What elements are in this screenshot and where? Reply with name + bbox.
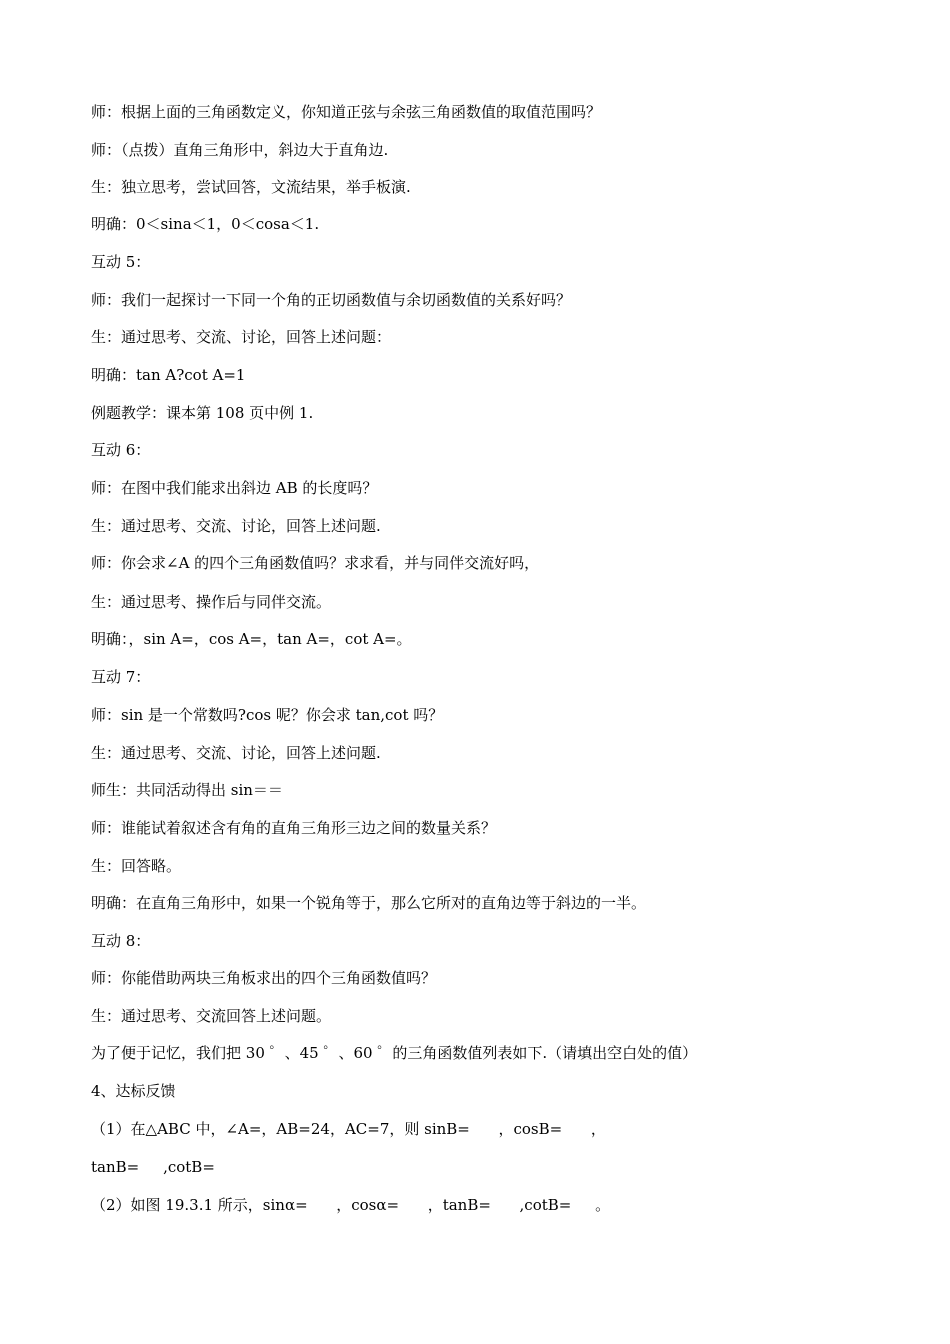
section-heading: 互动 6： <box>91 441 151 459</box>
text-line: 师：在图中我们能求出斜边 AB 的长度吗？ <box>91 479 378 497</box>
text-line: 师：我们一起探讨一下同一个角的正切函数值与余切函数值的关系好吗？ <box>91 291 572 309</box>
text-line: 师生：共同活动得出 sin＝＝ <box>91 781 283 799</box>
text-line: 为了便于记忆，我们把 30 ゜、45 ゜、60 ゜的三角函数值列表如下.（请填出空白处的值） <box>91 1044 698 1062</box>
exercise-line: （2）如图 19.3.1 所示，sinα= ，cosα= ，tanB= ,cotB= 。 <box>91 1196 611 1214</box>
exercise-line: （1）在△ABC 中，∠A=，AB=24，AC=7，则 sinB= ，cosB= ， <box>91 1120 606 1138</box>
section-heading: 互动 7： <box>91 668 151 686</box>
text-line: 明确：在直角三角形中，如果一个锐角等于，那么它所对的直角边等于斜边的一半。 <box>91 894 647 912</box>
text-line: 例题教学：课本第 108 页中例 1. <box>91 404 314 422</box>
section-heading: 互动 8： <box>91 932 151 950</box>
text-line: 生：回答略。 <box>91 857 182 875</box>
text-line: 生：通过思考、交流、讨论，回答上述问题. <box>91 517 381 535</box>
text-line: 师：（点拨）直角三角形中，斜边大于直角边. <box>91 141 389 159</box>
text-line: 明确：，sin A=，cos A=，tan A=，cot A=。 <box>91 630 412 648</box>
section-heading: 4、达标反馈 <box>91 1082 176 1100</box>
text-line: 生：通过思考、操作后与同伴交流。 <box>91 593 332 611</box>
text-line: 生：独立思考，尝试回答，文流结果，举手板演. <box>91 178 411 196</box>
text-line: 师：你能借助两块三角板求出的四个三角函数值吗？ <box>91 969 437 987</box>
section-heading: 互动 5： <box>91 253 151 271</box>
text-line: 明确：tan A?cot A=1 <box>91 366 246 384</box>
text-line: 师：谁能试着叙述含有角的直角三角形三边之间的数量关系？ <box>91 819 497 837</box>
exercise-line: tanB= ,cotB= <box>91 1158 215 1176</box>
text-line: 生：通过思考、交流、讨论，回答上述问题： <box>91 328 392 346</box>
text-line: 师：根据上面的三角函数定义，你知道正弦与余弦三角函数值的取值范围吗？ <box>91 103 602 121</box>
text-line: 师：sin 是一个常数吗?cos 呢？你会求 tan,cot 吗？ <box>91 706 444 724</box>
text-line: 明确：0＜sina＜1，0＜cosa＜1. <box>91 215 320 233</box>
text-line: 师：你会求∠A 的四个三角函数值吗？求求看，并与同伴交流好吗， <box>91 554 540 572</box>
text-line: 生：通过思考、交流回答上述问题。 <box>91 1007 332 1025</box>
text-line: 生：通过思考、交流、讨论，回答上述问题. <box>91 744 381 762</box>
